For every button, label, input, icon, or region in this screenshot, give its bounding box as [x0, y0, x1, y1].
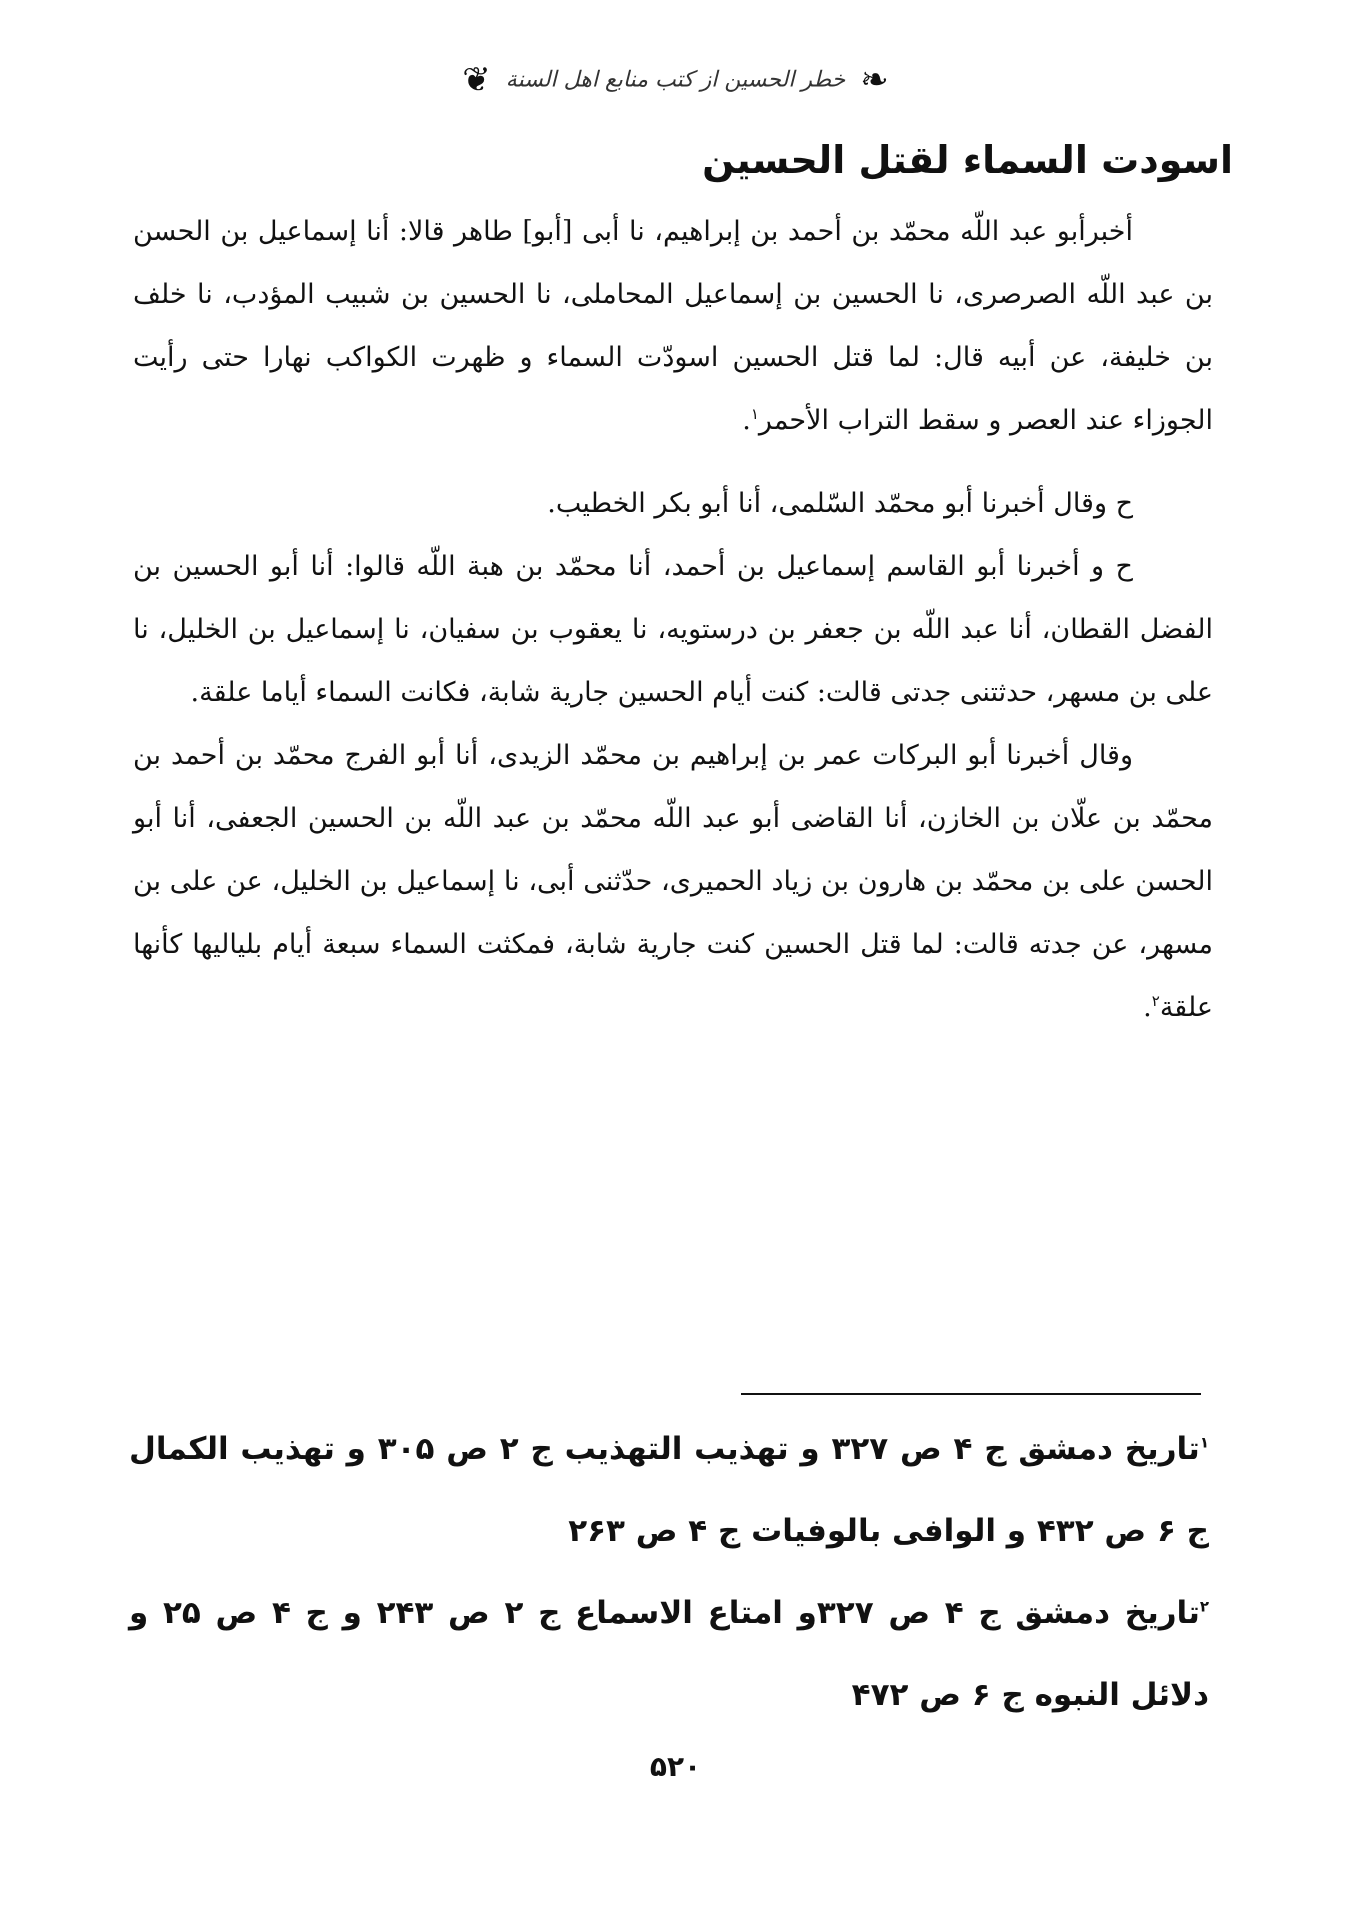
paragraph-1: أخبرأبو عبد اللّه محمّد بن أحمد بن إبراهيم، نا أبى [أبو] طاهر قالا: أنا إسماعيل بن الحسن بن عبد اللّه الصرصرى، نا الحسين بن إسماعيل المحاملى، نا الحسين بن شبيب المؤدب، نا خلف بن خليفة، عن أبيه قال: لما قتل الحسين اسودّت السماء و ظهرت الكواكب نهارا حتى رأيت الجوزاء عند العصر و سقط التراب الأحمر$^١$. — [133, 216, 1213, 436]
running-header-text: خطر الحسين از كتب منابع اهل السنة — [505, 67, 846, 93]
page-number: ۵٢٠ — [649, 1750, 702, 1783]
paragraph-4: وقال أخبرنا أبو البركات عمر بن إبراهيم بن محمّد الزيدى، أنا أبو الفرج محمّد بن أحمد بن محمّد بن علّان بن الخازن، أنا القاضى أبو عبد اللّه محمّد بن عبد اللّه بن الحسين الجعفى، أنا أبو الحسن على بن محمّد بن هارون بن زياد الحميرى، حدّثنى أبى، نا إسماعيل بن الخليل، عن على بن مسهر، عن جدته قالت: لما قتل الحسين كنت جارية شابة، فمكثت السماء سبعة أيام بلياليها كأنها علقة$^٢$. — [133, 740, 1213, 1023]
section-title: اسودت السماء لقتل الحسين — [702, 138, 1233, 182]
paragraph-2: ح وقال أخبرنا أبو محمّد السّلمى، أنا أبو بكر الخطيب. — [547, 488, 1133, 519]
ornament-left-icon: ❦ — [462, 60, 491, 100]
footnote-number-1: ١ — [1199, 1433, 1209, 1452]
footnote-ref-1: ١ — [750, 405, 759, 423]
footnote-2: $^٢$تاريخ دمشق ج ۴ ص ٣٢٧و امتاع الاسماع ج ٢ ص ٢۴٣ و ج ۴ ص ٢۵ و دلائل النبوه ج ۶ ص ۴٧٢ — [129, 1595, 1209, 1713]
paragraph-3: ح و أخبرنا أبو القاسم إسماعيل بن أحمد، أنا محمّد بن هبة اللّه قالوا: أنا أبو الحسين بن الفضل القطان، أنا عبد اللّه بن جعفر بن درستويه، نا يعقوب بن سفيان، نا إسماعيل بن الخليل، نا على بن مسهر، حدثتنى جدتى قالت: كنت أيام الحسين جارية شابة، فكانت السماء أياما علقة. — [133, 551, 1213, 708]
body-text — [133, 200, 1213, 1039]
footnote-ref-2: ٢ — [1151, 992, 1160, 1010]
footnote-number-2: ٢ — [1199, 1597, 1209, 1616]
ornament-right-icon: ❧ — [860, 60, 889, 100]
footnote-1: $^١$تاريخ دمشق ج ۴ ص ٣٢٧ و تهذيب التهذيب ج ٢ ص ٣٠۵ و تهذيب الكمال ج ۶ ص ۴٣٢ و الوافى بالوفيات ج ۴ ص ٢۶٣ — [129, 1431, 1209, 1549]
footnote-divider — [741, 1393, 1201, 1395]
running-header — [0, 60, 1351, 100]
footnotes — [129, 1408, 1209, 1736]
